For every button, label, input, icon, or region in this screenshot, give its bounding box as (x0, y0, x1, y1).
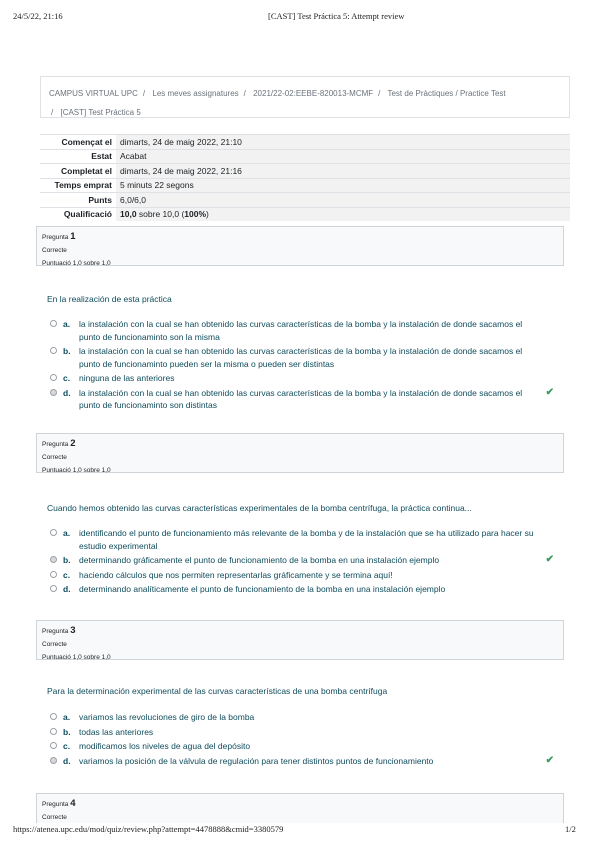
attempt-summary-table (40, 134, 570, 221)
summary-row (40, 164, 570, 179)
question-status: Correcte (42, 247, 67, 254)
check-icon: ✔ (545, 386, 554, 398)
radio-button[interactable] (50, 742, 57, 749)
answer-list-2 (50, 527, 570, 598)
summary-label: Qualificació (40, 207, 116, 221)
summary-value: 5 minuts 22 segons (116, 178, 570, 193)
breadcrumb-practice-test[interactable]: Test de Pràctiques / Practice Test (387, 89, 506, 98)
radio-button[interactable] (50, 320, 57, 327)
question-info-4 (36, 793, 564, 823)
radio-button-selected[interactable] (50, 556, 57, 563)
question-text-2: Cuando hemos obtenido las curvas características experimentales de la bomba centrífuga, la práctica continua... (47, 503, 472, 513)
question-text-3: Para la determinación experimental de las curvas características de una bomba centrífuga (47, 686, 388, 696)
breadcrumb-course[interactable]: 2021/22-02:EEBE-820013-MCMF (253, 89, 374, 98)
answer-option[interactable]: d. variamos la posición de la válvula de regulación para tener distintos puntos de funcionamiento ✔ (50, 755, 570, 768)
radio-button-selected[interactable] (50, 389, 57, 396)
radio-button[interactable] (50, 529, 57, 536)
question-label: Pregunta (42, 801, 69, 808)
question-info-3 (36, 620, 564, 660)
question-status: Correcte (42, 454, 67, 461)
check-icon: ✔ (545, 754, 554, 766)
radio-button[interactable] (50, 728, 57, 735)
check-icon: ✔ (545, 554, 554, 565)
summary-row (40, 207, 570, 221)
summary-label: Punts (40, 193, 116, 208)
radio-button[interactable] (50, 347, 57, 354)
question-score: Puntuació 1,0 sobre 1,0 (42, 260, 111, 267)
print-title: [CAST] Test Práctica 5: Attempt review (268, 11, 405, 21)
print-url: https://atenea.upc.edu/mod/quiz/review.php?attempt=4478888&cmid=3380579 (13, 824, 284, 834)
answer-option[interactable]: a. variamos las revoluciones de giro de la bomba (50, 711, 570, 724)
question-score: Puntuació 1,0 sobre 1,0 (42, 654, 111, 661)
radio-button-selected[interactable] (50, 757, 57, 764)
summary-value: 6,0/6,0 (116, 193, 570, 208)
question-score: Puntuació 1,0 sobre 1,0 (42, 467, 111, 474)
answer-option[interactable]: c. ninguna de las anteriores (50, 372, 570, 385)
radio-button[interactable] (50, 585, 57, 592)
answer-list-3 (50, 711, 570, 769)
answer-option[interactable]: a. la instalación con la cual se han obtenido las curvas características de la bomba y la instalación de donde sacamos el punto de funcionaminto son la misma (50, 318, 570, 343)
breadcrumb-campus[interactable]: CAMPUS VIRTUAL UPC (49, 89, 138, 98)
question-number: 4 (70, 798, 76, 809)
radio-button[interactable] (50, 571, 57, 578)
answer-option[interactable]: b. todas las anteriores (50, 726, 570, 739)
question-status: Correcte (42, 641, 67, 648)
question-text-1: En la realización de esta práctica (47, 294, 172, 304)
answer-option[interactable]: b. determinando gráficamente el punto de funcionamiento de la bomba en una instalación ejemplo ✔ (50, 554, 570, 567)
question-label: Pregunta (42, 441, 69, 448)
print-datetime: 24/5/22, 21:16 (13, 11, 63, 21)
answer-list-1 (50, 318, 570, 414)
question-label: Pregunta (42, 234, 69, 241)
question-info-1 (36, 226, 564, 266)
question-number: 2 (70, 438, 76, 449)
answer-option[interactable]: c. haciendo cálculos que nos permiten representarlas gráficamente y se termina aquí! (50, 569, 570, 582)
question-status: Correcte (42, 814, 67, 821)
summary-value: Acabat (116, 149, 570, 164)
summary-row (40, 178, 570, 193)
breadcrumb: CAMPUS VIRTUAL UPC / Les meves assignatures / 2021/22-02:EEBE-820013-MCMF / Test de Pràctiques / Practice Test / [CAST] Test Práctica 5 (40, 76, 570, 118)
answer-option[interactable]: c. modificamos los niveles de agua del depósito (50, 740, 570, 753)
question-number: 1 (70, 231, 76, 242)
answer-option[interactable]: b. la instalación con la cual se han obtenido las curvas características de la bomba y la instalación de donde sacamos el punto de funcionaminto pueden ser la misma o pueden ser distintas (50, 345, 570, 370)
summary-value: dimarts, 24 de maig 2022, 21:16 (116, 164, 570, 179)
summary-label: Començat el (40, 135, 116, 150)
summary-label: Completat el (40, 164, 116, 179)
answer-option[interactable]: d. determinando analíticamente el punto de funcionamiento de la bomba en una instalación ejemplo (50, 583, 570, 596)
answer-option[interactable]: a. identificando el punto de funcionamiento más relevante de la bomba y de la instalación que se ha utilizado para hacer su estudio experimental (50, 527, 570, 552)
summary-label: Temps emprat (40, 178, 116, 193)
summary-row (40, 135, 570, 150)
summary-row (40, 149, 570, 164)
print-page-number: 1/2 (565, 824, 576, 834)
grade-value: 10,0 sobre 10,0 (100%) (116, 207, 570, 221)
question-label: Pregunta (42, 628, 69, 635)
summary-label: Estat (40, 149, 116, 164)
breadcrumb-quiz[interactable]: [CAST] Test Práctica 5 (60, 108, 141, 117)
summary-value: dimarts, 24 de maig 2022, 21:10 (116, 135, 570, 150)
radio-button[interactable] (50, 713, 57, 720)
answer-option[interactable]: d. la instalación con la cual se han obtenido las curvas características de la bomba y la instalación de donde sacamos el punto de funcionaminto son distintas ✔ (50, 387, 570, 412)
summary-row (40, 193, 570, 208)
question-number: 3 (70, 625, 76, 636)
radio-button[interactable] (50, 374, 57, 381)
question-info-2 (36, 433, 564, 473)
breadcrumb-my-courses[interactable]: Les meves assignatures (152, 89, 239, 98)
